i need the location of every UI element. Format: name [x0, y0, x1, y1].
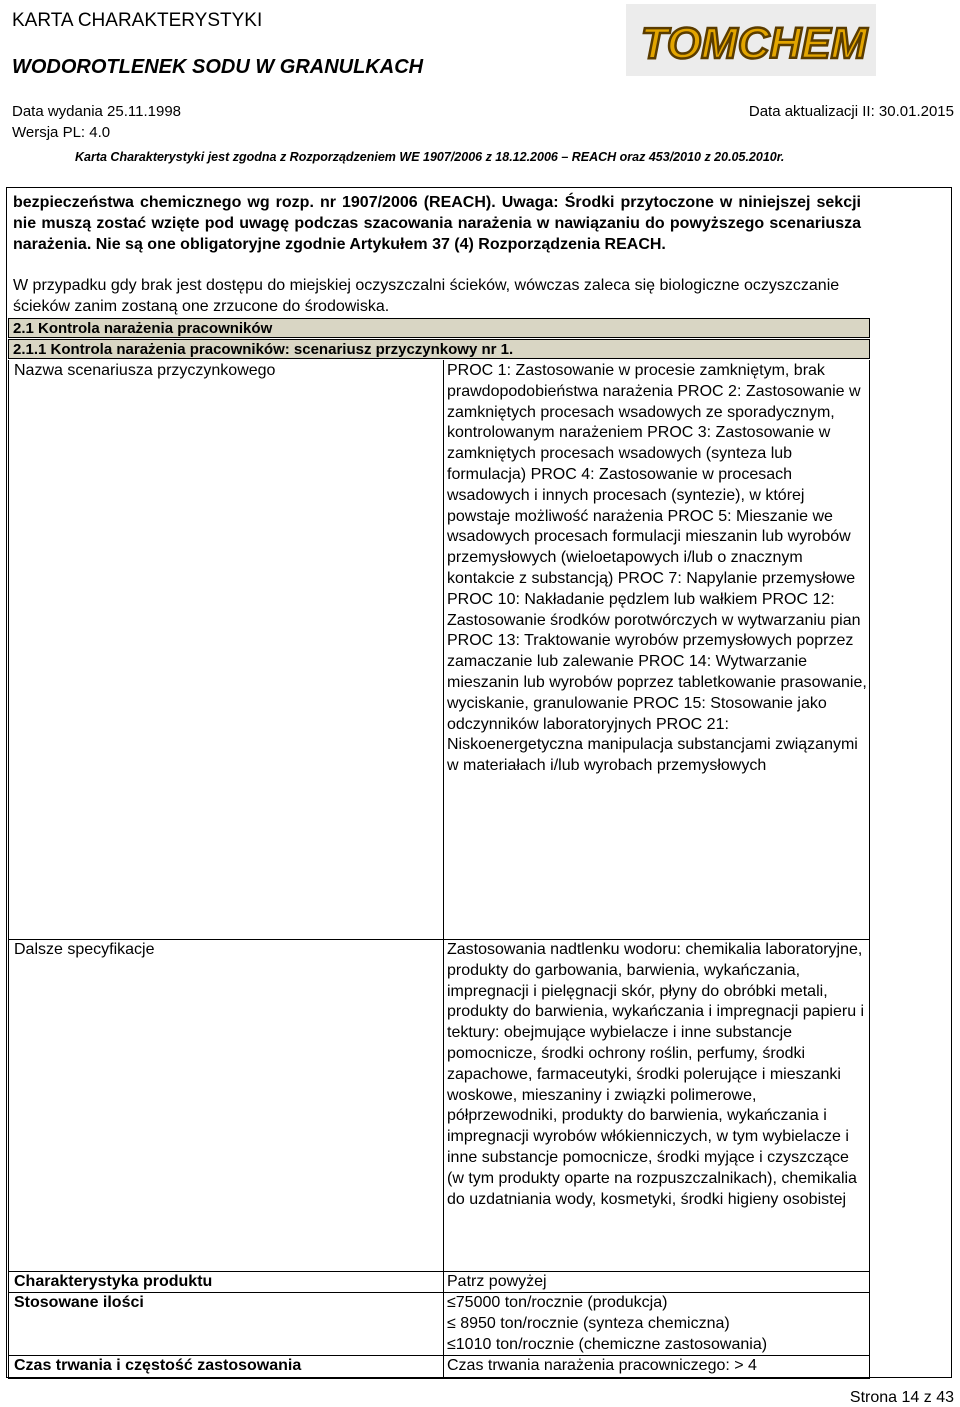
further-specs-label: Dalsze specyfikacje	[14, 941, 155, 958]
product-characteristics-label: Charakterystyka produktu	[14, 1273, 213, 1290]
document-title: KARTA CHARAKTERYSTYKI	[12, 10, 263, 31]
page-number: Strona 14 z 43	[849, 1389, 954, 1406]
document-header	[0, 0, 960, 185]
tomchem-logo	[626, 4, 876, 76]
scenario-table	[8, 360, 870, 1379]
scenario-name-label: Nazwa scenariusza przyczynkowego	[14, 362, 276, 379]
product-name: WODOROTLENEK SODU W GRANULKACH	[12, 56, 424, 78]
product-characteristics-value: Patrz powyżej	[447, 1273, 547, 1290]
quantity-production: ≤75000 ton/rocznie (produkcja)	[447, 1294, 668, 1311]
section-heading-2-1-text: 2.1 Kontrola narażenia pracowników	[13, 320, 273, 337]
wastewater-paragraph: W przypadku gdy brak jest dostępu do miejskiej oczyszczalni ścieków, wówczas zaleca się biologiczne oczyszczanie ścieków zanim zostaną one zrzucone do środowiska.	[13, 277, 840, 315]
regulation-note: Karta Charakterystyki jest zgodna z Rozporządzeniem WE 1907/2006 z 18.12.2006 – REACH oraz 453/2010 z 20.05.2010r.	[75, 150, 785, 164]
quantity-chemical-use: ≤1010 ton/rocznie (chemiczne zastosowania)	[447, 1336, 768, 1353]
quantity-synthesis: ≤ 8950 ton/rocznie (synteza chemiczna)	[447, 1315, 730, 1332]
version: Wersja PL: 4.0	[12, 124, 111, 141]
column-divider	[443, 360, 444, 1378]
scenario-name-value: PROC 1: Zastosowanie w procesie zamkniętym, brak prawdopodobieństwa narażenia PROC 2: Zastosowanie w zamkniętych procesach wsadowych ze sporadycznym, kontrolowanym narażeniem PROC 3: Zastosowanie w zamkniętych procesach wsadowych (synteza lub formulacja) PROC 4: Zastosowanie w procesach wsadowych i innych procesach (syntezie), w której powstaje możliwość narażenia PROC 5: Mieszanie we wsadowych procesach formulacji mieszanin lub wyrobów przemysłowych (wieloetapowych i/lub o znacznym kontakcie z substancją) PROC 7: Napylanie przemysłowe PROC 10: Nakładanie pędzlem lub wałkiem PROC 12: Zastosowanie środków porotwórczych w wytwarzaniu pian PROC 13: Traktowanie wyrobów przemysłowych poprzez zamaczanie lub zalewanie PROC 14: Wytwarzanie mieszanin lub wyrobów poprzez tabletkowanie prasowanie, wyciskanie, granulowanie PROC 15: Stosowanie jako odczynników laboratoryjnych PROC 21: Niskoenergetyczna manipulacja substancjami związanymi w materiałach i/lub wyrobach przemysłowych	[447, 362, 867, 775]
further-specs-value: Zastosowania nadtlenku wodoru: chemikalia laboratoryjne, produkty do garbowania, barwienia, wykańczania, impregnacji i pielęgnacji skór, płyny do obróbki metali, produkty do barwienia, wykańczania i impregnacji papieru i tektury: obejmujące wybielacze i inne substancje pomocnicze, środki ochrony roślin, perfumy, środki zapachowe, farmaceutyki, środki polerujące i mieszanki woskowe, mieszaniny i związki polimerowe, półprzewodniki, produkty do barwienia, wykańczania i impregnacji wyrobów włókienniczych, w tym wybielacze i inne substancje pomocnicze, środki myjące i czyszczące (w tym produkty oparte na rozpuszczalnikach), chemikalia do uzdatniania wody, kosmetyki, środki higieny osobistej	[447, 941, 865, 1208]
duration-frequency-label: Czas trwania i częstość zastosowania	[14, 1357, 302, 1374]
section-heading-2-1	[8, 318, 870, 338]
update-date: Data aktualizacji II: 30.01.2015	[748, 103, 954, 120]
duration-frequency-value: Czas trwania narażenia pracowniczego: > 4	[447, 1357, 757, 1374]
section-heading-2-1-1	[8, 339, 870, 359]
quantities-label: Stosowane ilości	[14, 1294, 144, 1311]
reach-note-paragraph: bezpieczeństwa chemicznego wg rozp. nr 1907/2006 (REACH). Uwaga: Środki przytoczone w niniejszej sekcji nie muszą zostać wzięte pod uwagę podczas szacowania narażenia w nawiązaniu do powyższego scenariusza narażenia. Nie są one obligatoryjne zgodnie Artykułem 37 (4) Rozporządzenia REACH.	[13, 194, 861, 253]
logo-text: TOMCHEM	[640, 19, 868, 68]
issue-date: Data wydania 25.11.1998	[12, 103, 182, 120]
section-heading-2-1-1-text: 2.1.1 Kontrola narażenia pracowników: scenariusz przyczynkowy nr 1.	[13, 341, 514, 358]
